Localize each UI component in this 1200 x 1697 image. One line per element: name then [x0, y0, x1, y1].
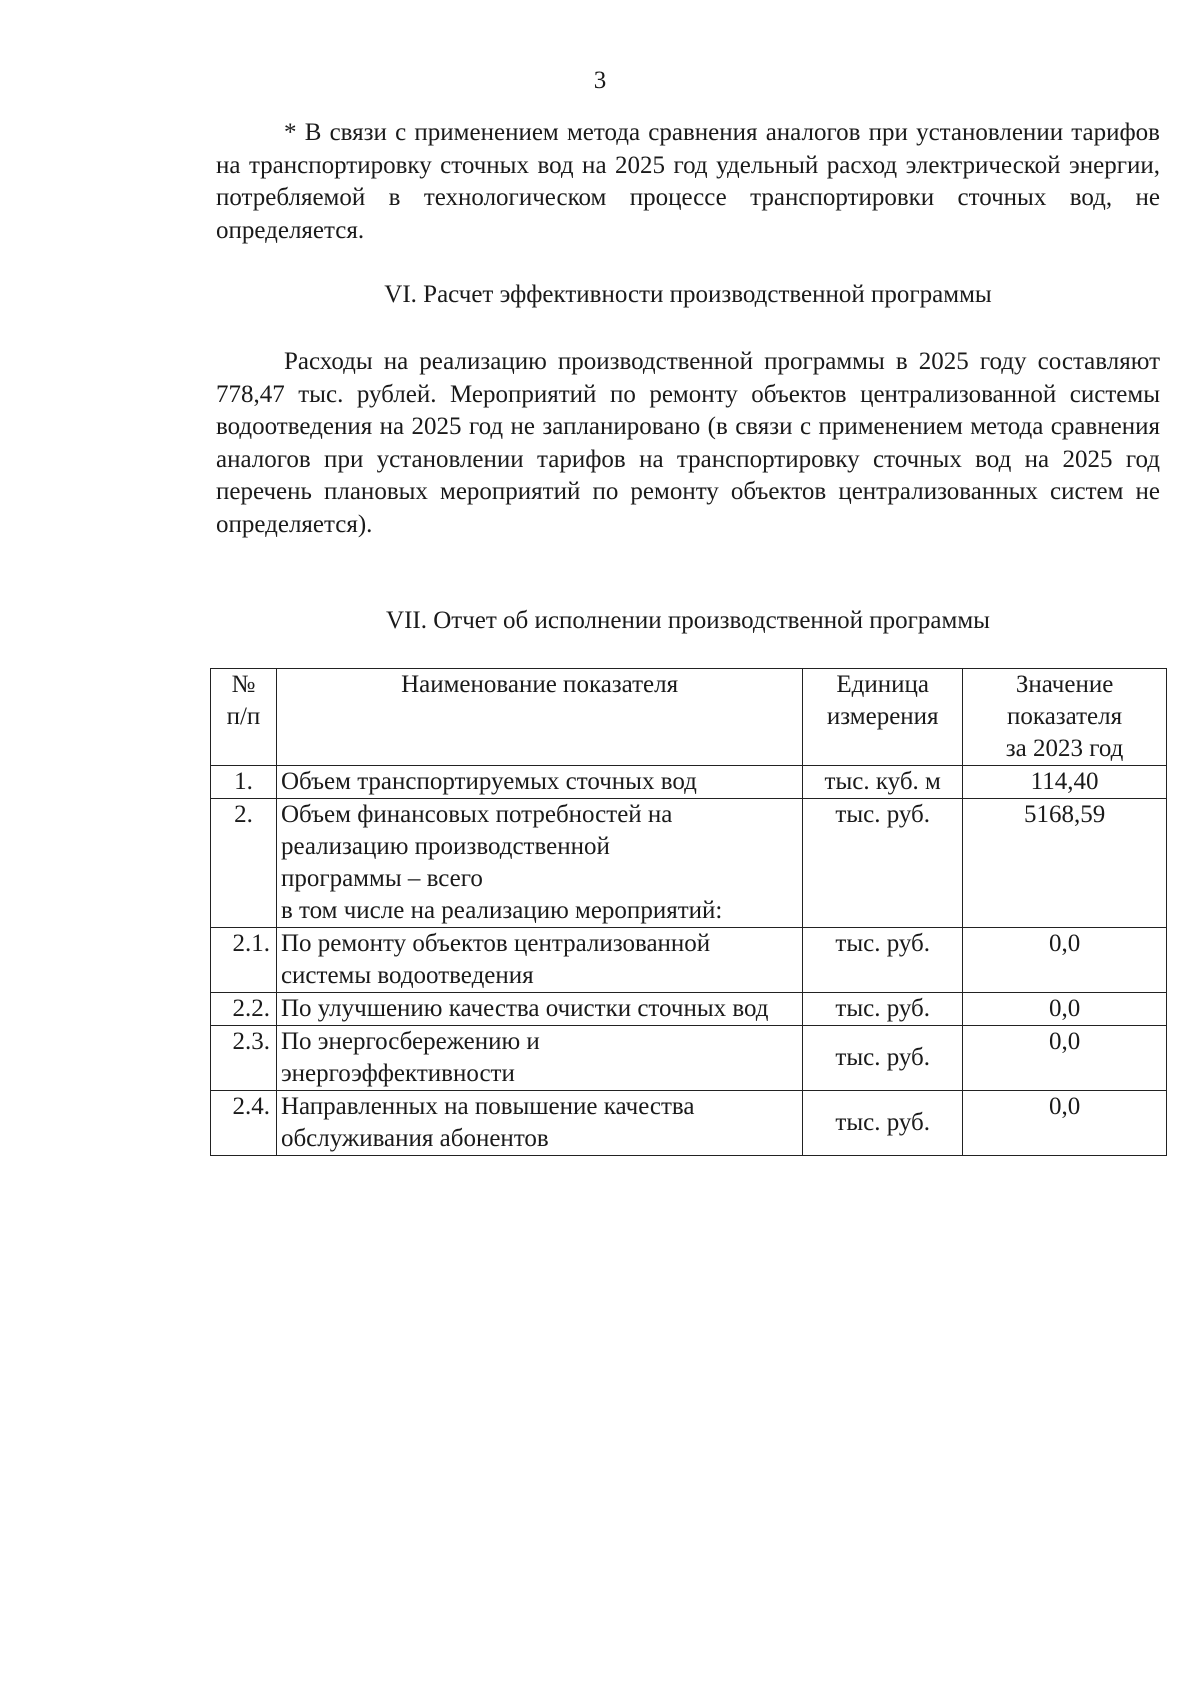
section-6-paragraph: Расходы на реализацию производственной программы в 2025 году составляют 778,47 тыс. рублей. Мероприятий по ремонту объектов централизованной системы водоотведения на 2025 год не запланировано (в связи с применением метода сравнения аналогов при установлении тарифов на транспортировку сточных вод на 2025 год перечень плановых мероприятий по ремонту объектов централизованных систем не определяется). [216, 348, 1160, 538]
row-unit: тыс. руб. [803, 799, 963, 928]
header-value-line3: за 2023 год [1005, 735, 1124, 762]
row-name: Объем транспортируемых сточных вод [276, 766, 802, 799]
row-value: 0,0 [963, 1091, 1167, 1156]
table-header-row [211, 669, 1167, 766]
row-name-line: реализацию производственной [280, 833, 610, 860]
header-value [963, 669, 1167, 766]
row-value: 0,0 [963, 928, 1167, 993]
header-unit-line2: измерения [826, 703, 939, 730]
table-row [211, 799, 1167, 928]
header-value-line2: показателя [1007, 703, 1123, 730]
row-name: По улучшению качества очистки сточных вод [276, 993, 802, 1026]
row-unit: тыс. руб. [803, 1091, 963, 1156]
table-row [211, 993, 1167, 1026]
row-name: По ремонту объектов централизованной системы водоотведения [276, 928, 802, 993]
table-row [211, 1026, 1167, 1091]
row-value: 0,0 [963, 993, 1167, 1026]
row-name-line: энергоэффективности [280, 1060, 515, 1087]
row-number: 2.1. [211, 928, 277, 993]
row-number: 2. [211, 799, 277, 928]
row-value: 0,0 [963, 1026, 1167, 1091]
header-number-line2: п/п [226, 703, 261, 730]
row-name-line: Направленных на повышение качества [280, 1093, 695, 1120]
row-name [276, 1026, 802, 1091]
header-unit [803, 669, 963, 766]
header-name: Наименование показателя [276, 669, 802, 766]
header-value-line1: Значение [1015, 671, 1114, 698]
row-number: 2.2. [211, 993, 277, 1026]
row-name-line: обслуживания абонентов [280, 1125, 549, 1152]
row-name-line: По энергосбережению и [280, 1028, 540, 1055]
page-number: 3 [593, 67, 607, 94]
row-unit: тыс. куб. м [803, 766, 963, 799]
row-number: 2.3. [211, 1026, 277, 1091]
row-name-line: Объем финансовых потребностей на [280, 801, 673, 828]
section-6-title: VI. Расчет эффективности производственной программы [384, 281, 992, 308]
row-name [276, 1091, 802, 1156]
row-name-line: в том числе на реализацию мероприятий: [280, 897, 723, 924]
row-unit: тыс. руб. [803, 993, 963, 1026]
row-value: 5168,59 [963, 799, 1167, 928]
header-number-line1: № [231, 671, 256, 698]
report-table [210, 668, 1167, 1156]
row-unit: тыс. руб. [803, 1026, 963, 1091]
table-row [211, 928, 1167, 993]
row-unit: тыс. руб. [803, 928, 963, 993]
row-number: 1. [211, 766, 277, 799]
row-name-line: программы – всего [280, 865, 483, 892]
row-number: 2.4. [211, 1091, 277, 1156]
row-value: 114,40 [963, 766, 1167, 799]
table-row [211, 1091, 1167, 1156]
section-7-title: VII. Отчет об исполнении производственной программы [386, 607, 990, 634]
header-number [211, 669, 277, 766]
table-row [211, 766, 1167, 799]
header-unit-line1: Единица [836, 671, 930, 698]
row-name [276, 799, 802, 928]
footnote-paragraph: * В связи с применением метода сравнения аналогов при установлении тарифов на транспортировку сточных вод на 2025 год удельный расход электрической энергии, потребляемой в технологическом процессе транспортировки сточных вод, не определяется. [216, 119, 1160, 244]
